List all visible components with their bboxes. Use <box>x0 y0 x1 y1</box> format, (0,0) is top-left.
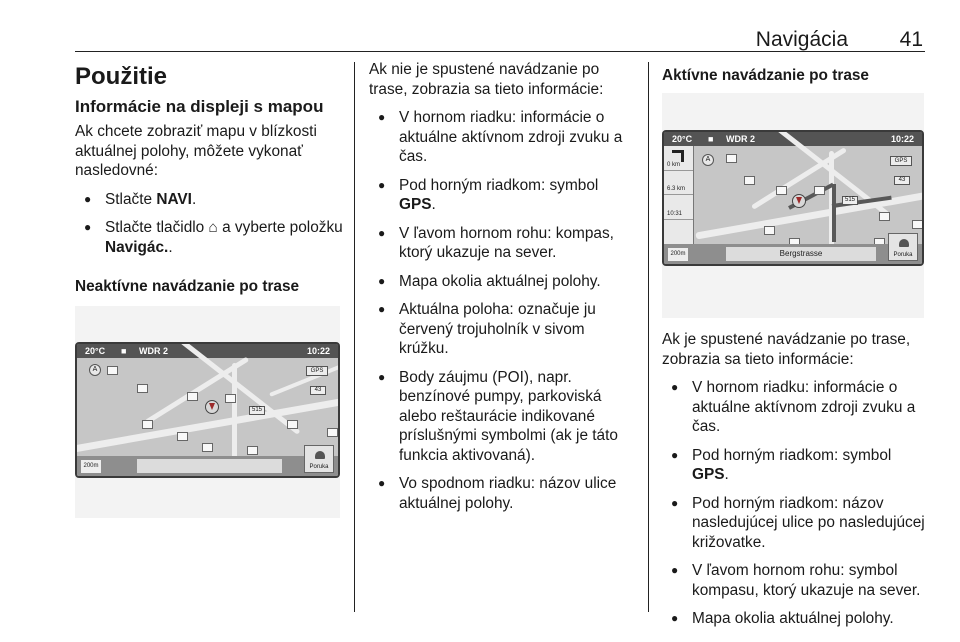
poi-icon <box>142 420 153 429</box>
status-bar <box>77 344 338 358</box>
panel-spacer <box>664 220 693 245</box>
intro-paragraph: Ak je spustené navádzanie po trase, zobrazia sa tieto informácie: <box>662 331 911 368</box>
parking-icon <box>726 154 737 163</box>
road-sign: 43 <box>310 386 326 395</box>
distance-remaining: 6.3 km <box>664 171 693 196</box>
arrival-time: 10:31 <box>664 195 693 220</box>
parking-icon <box>107 366 118 375</box>
next-street: Bergstrasse <box>726 247 876 261</box>
gps-icon: GPS <box>890 156 912 166</box>
audio-source: WDR 2 <box>139 346 168 356</box>
parking-icon <box>225 394 236 403</box>
temperature: 20°C <box>672 134 693 144</box>
compass-icon: A <box>89 364 101 376</box>
poi-icon <box>177 432 188 441</box>
list-item: ● V ľavom hornom rohu: kompas, ktorý ukazuje na sever. <box>369 224 637 263</box>
column-2 <box>369 60 637 513</box>
parking-icon <box>287 420 298 429</box>
temperature: 20°C <box>85 346 106 356</box>
list-item: ● V hornom riadku: informácie o aktuálne aktívnom zdroji zvuku a čas. <box>369 108 637 167</box>
gps-icon: GPS <box>306 366 328 376</box>
guidance-panel <box>664 146 694 244</box>
route-line <box>832 184 836 242</box>
steps-list <box>75 190 343 258</box>
list-item: ● Aktuálna poloha: označuje ju červený trojuholník v sivom krúžku. <box>369 300 637 359</box>
clock: 10:22 <box>306 346 330 356</box>
chapter-title: Navigácia <box>755 28 848 51</box>
column-divider <box>648 62 649 612</box>
map-scale: 200m <box>668 248 688 261</box>
list-item: ● Pod horným riadkom: symbol GPS. <box>662 446 926 485</box>
navigation-screen <box>75 342 340 478</box>
map-scale: 200m <box>81 460 101 473</box>
parking-icon <box>814 186 825 195</box>
list-item: ● Mapa okolia aktuálnej polohy. <box>369 272 637 292</box>
car-icon: ■ <box>121 346 127 356</box>
parking-icon <box>879 212 890 221</box>
car-icon: ■ <box>708 134 714 144</box>
page-number: 41 <box>899 28 923 51</box>
road-sign: 43 <box>894 176 910 185</box>
column-1 <box>75 60 343 518</box>
intro-paragraph: Ak nie je spustené navádzanie po trase, zobrazia sa tieto informácie: <box>369 61 604 98</box>
map-figure-inactive <box>75 306 340 518</box>
parking-icon <box>327 428 338 437</box>
list-item: ● Mapa okolia aktuálnej polohy. <box>662 609 926 629</box>
audio-source: WDR 2 <box>726 134 755 144</box>
poi-icon <box>202 443 213 452</box>
poi-icon <box>247 446 258 455</box>
current-position-icon <box>205 400 219 414</box>
list-item: ● Stlačte tlačidlo ⌂ a vyberte položku Navigác.. <box>75 218 343 257</box>
list-item: ● Pod horným riadkom: symbol GPS. <box>369 176 637 215</box>
home-icon: ⌂ <box>208 219 218 236</box>
subsection-heading: Informácie na displeji s mapou <box>75 97 324 116</box>
list-item: ● Pod horným riadkom: názov nasledujúcej ulice po nasledujúcej križovatke. <box>662 494 926 553</box>
column-divider <box>354 62 355 612</box>
map-figure-active <box>662 93 924 318</box>
inactive-guidance-heading: Neaktívne navádzanie po trase <box>75 278 300 295</box>
route-sign: 515 <box>842 196 858 205</box>
bottom-bar <box>77 456 338 476</box>
info-list <box>369 108 637 513</box>
road <box>269 363 340 397</box>
active-guidance-heading: Aktívne navádzanie po trase <box>662 67 869 84</box>
current-position-icon <box>792 194 806 208</box>
menu-button[interactable]: Poruka <box>888 233 918 261</box>
menu-button[interactable]: Poruka <box>304 445 334 473</box>
poi-icon <box>764 226 775 235</box>
list-item: ● Body záujmu (POI), napr. benzínové pumpy, parkoviská alebo reštaurácie indikované príslušnými symbolmi (ak je táto funkcia aktivovaná). <box>369 368 637 466</box>
clock: 10:22 <box>890 134 914 144</box>
restaurant-icon <box>187 392 198 401</box>
section-heading: Použitie <box>75 63 168 90</box>
turn-arrow-icon: 0 km <box>664 146 693 171</box>
list-item: ● Vo spodnom riadku: názov ulice aktuálnej polohy. <box>369 474 637 513</box>
intro-paragraph: Ak chcete zobraziť mapu v blízkosti aktuálnej polohy, môžete vykonať nasledovné: <box>75 123 317 179</box>
info-list <box>662 378 926 629</box>
poi-icon <box>744 176 755 185</box>
compass-icon: A <box>702 154 714 166</box>
list-item: ● V ľavom hornom rohu: symbol kompasu, ktorý ukazuje na sever. <box>662 561 926 600</box>
parking-icon <box>912 220 923 229</box>
navigation-screen <box>662 130 924 266</box>
restaurant-icon <box>776 186 787 195</box>
list-item: ● V hornom riadku: informácie o aktuálne aktívnom zdroji zvuku a čas. <box>662 378 926 437</box>
road <box>232 363 237 463</box>
column-3 <box>662 60 926 629</box>
page-header <box>75 24 925 52</box>
poi-icon <box>137 384 148 393</box>
bottom-bar <box>664 244 922 264</box>
route-sign: 515 <box>249 406 265 415</box>
list-item: ● Stlačte NAVI. <box>75 190 343 210</box>
current-street <box>137 459 282 473</box>
